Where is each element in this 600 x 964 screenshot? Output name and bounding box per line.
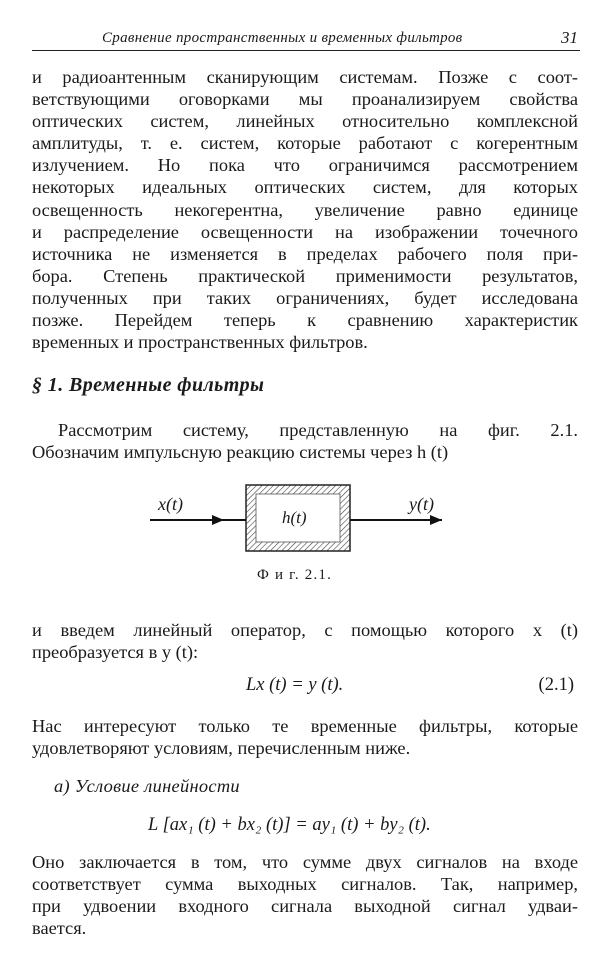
running-head — [32, 28, 580, 51]
equation-2-1: Lx (t) = y (t). — [246, 675, 344, 695]
text-line: бора. Степень практической применимости результатов, — [32, 265, 578, 286]
text-line: Обозначим импульсную реакцию системы через h (t) — [32, 442, 449, 463]
text-line: Нас интересуют только те временные фильтры, которые — [32, 716, 578, 736]
text-line: и радиоантенным сканирующим системам. Позже с соот- — [32, 67, 578, 87]
paragraph-explanation — [32, 851, 578, 939]
equation-number: (2.1) — [538, 675, 574, 695]
section-heading: § 1. Временные фильтры — [32, 374, 265, 396]
text-line: и введем линейный оператор, с помощью которого x (t) — [32, 620, 578, 640]
output-signal-label: y(t) — [409, 494, 434, 514]
paragraph-operator — [32, 619, 578, 663]
text-line: амплитуды, т. е. систем, которые работают с когерентным — [32, 133, 578, 154]
text-line: оптических систем, линейных относительно комплексной — [32, 111, 578, 132]
page-number: 31 — [561, 28, 578, 47]
text-line: излучением. Но пока что ограничимся рассмотрением — [32, 155, 578, 176]
text-line: временных и пространственных фильтров. — [32, 332, 368, 353]
block-diagram — [150, 484, 450, 558]
text-line: источника не изменяется в пределах рабочего поля при- — [32, 243, 578, 264]
text-line: Рассмотрим систему, представленную на фиг. 2.1. — [58, 420, 578, 440]
paragraph-conditions — [32, 715, 578, 759]
text-line: удовлетворяют условиям, перечисленным ниже. — [32, 738, 411, 759]
paragraph-system — [32, 419, 578, 463]
paragraph-intro — [32, 66, 578, 353]
condition-heading: а) Условие линейности — [54, 776, 240, 796]
text-line: освещенность некогерентна, увеличение равно единице — [32, 199, 578, 220]
input-signal-label: x(t) — [158, 494, 183, 514]
text-line: соответствует сумма выходных сигналов. Так, например, — [32, 874, 578, 895]
text-line: некоторых идеальных оптических систем, для которых — [32, 177, 578, 198]
running-head-title: Сравнение пространственных и временных фильтров — [102, 30, 463, 46]
input-arrow-icon — [212, 515, 224, 525]
output-arrow-icon — [430, 515, 442, 525]
linearity-equation: L [ax₁ (t) + bx₂ (t)] = ay₁ (t) + by₂ (t). — [148, 815, 431, 835]
text-line: позже. Перейдем теперь к сравнению характеристик — [32, 310, 578, 331]
text-line: Оно заключается в том, что сумме двух сигналов на входе — [32, 852, 578, 872]
text-line: полученных при таких ограничениях, будет исследована — [32, 287, 578, 308]
text-line: при удвоении входного сигнала выходной сигнал удваи- — [32, 896, 578, 917]
system-function-label: h(t) — [282, 508, 307, 527]
text-line: ветствующими оговорками мы проанализируем свойства — [32, 89, 578, 110]
text-line: преобразуется в y (t): — [32, 642, 199, 663]
figure-caption: Ф и г. 2.1. — [257, 567, 333, 583]
text-line: вается. — [32, 918, 87, 939]
text-line: и распределение освещенности на изображении точечного — [32, 221, 578, 242]
